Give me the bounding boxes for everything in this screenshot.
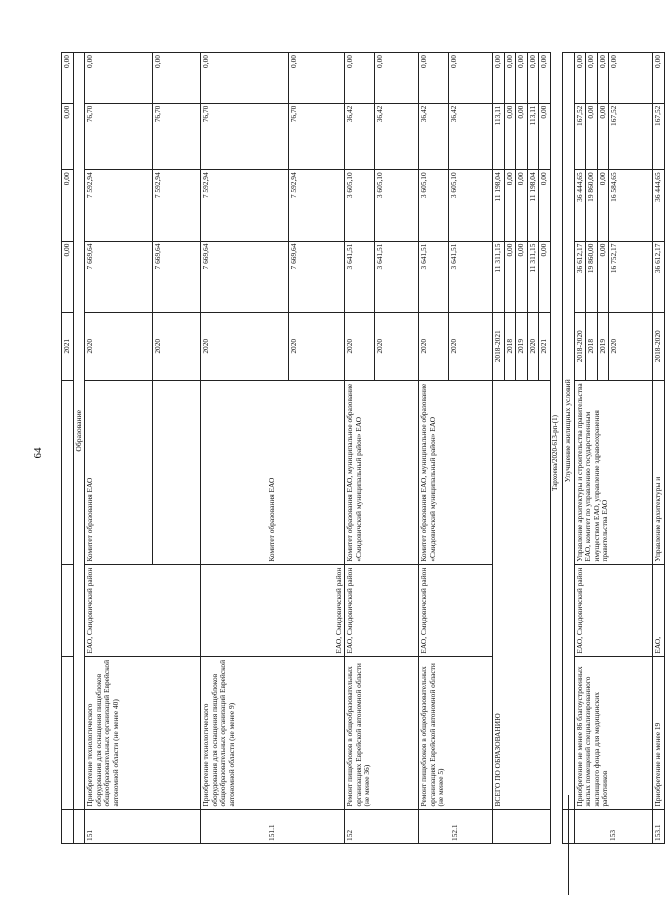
section-education-title: Образование: [73, 53, 85, 810]
period-cell: 2020: [345, 312, 375, 380]
value-cell: 7 592,94: [153, 170, 201, 241]
value-cell: 3 605,10: [449, 170, 493, 241]
value-cell: 0,00: [539, 53, 551, 104]
value-cell: 0,00: [516, 241, 528, 312]
value-cell: 0,00: [597, 241, 609, 312]
measure-name: Приобретение не менее 19: [653, 656, 665, 809]
table-row: [653, 53, 665, 844]
value-cell: 36,42: [419, 103, 449, 170]
value-cell: 7 669,64: [201, 241, 289, 312]
value-cell: 0,00: [609, 53, 653, 104]
value-cell: 76,70: [289, 103, 345, 170]
total-row: [493, 53, 505, 844]
section-header-row: [73, 53, 85, 844]
measure-name: Приобретение технологического оборудования для оснащения пищеблоков общеобразовательных организаций Еврейской автономной области (не менее 9): [201, 656, 345, 809]
value-cell: 36,42: [449, 103, 493, 170]
table-row: [345, 53, 375, 844]
value-cell: 3 605,10: [419, 170, 449, 241]
value-cell: 0,00: [539, 241, 551, 312]
row-number: 153: [574, 809, 653, 843]
value-cell: 0,00: [597, 170, 609, 241]
row-number: 153.1: [653, 809, 665, 843]
value-cell: 0,00: [516, 53, 528, 104]
value-cell: 76,70: [153, 103, 201, 170]
value-cell: 7 592,94: [85, 170, 153, 241]
total-education-label: ВСЕГО ПО ОБРАЗОВАНИЮ: [493, 380, 551, 809]
section-header-row: [562, 53, 574, 844]
territory: ЕАО, Смидовичский район: [345, 564, 419, 656]
value-cell: 0,00: [62, 241, 74, 312]
period-cell: 2020: [375, 312, 419, 380]
value-cell: 0,00: [153, 53, 201, 104]
measure-name: Ремонт пищеблоков в общеобразовательных организациях Еврейской автономной области (не менее 36): [345, 656, 419, 809]
value-cell: 0,00: [62, 170, 74, 241]
table-row: [62, 53, 74, 844]
footer-divider: [568, 795, 569, 895]
value-cell: 76,70: [201, 103, 289, 170]
measure-name: Ремонт пищеблоков в общеобразовательных организациях Еврейской автономной области (не менее 5): [419, 656, 493, 809]
value-cell: 3 605,10: [375, 170, 419, 241]
value-cell: 16 584,65: [609, 170, 653, 241]
value-cell: 7 669,64: [153, 241, 201, 312]
value-cell: 0,00: [586, 103, 598, 170]
value-cell: 0,00: [597, 103, 609, 170]
budget-table: [61, 52, 665, 844]
value-cell: 0,00: [504, 241, 516, 312]
row-number: 151: [85, 809, 201, 843]
value-cell: 11 311,15: [493, 241, 505, 312]
period-cell: 2019: [597, 312, 609, 380]
period-cell: 2020: [85, 312, 153, 380]
executor: Управление архитектуры и: [653, 380, 665, 564]
value-cell: 0,00: [504, 103, 516, 170]
period-cell: 2018-2020: [574, 312, 586, 380]
value-cell: 36 612,17: [653, 241, 665, 312]
value-cell: 0,00: [504, 53, 516, 104]
value-cell: 0,00: [574, 53, 586, 104]
executor: Управление архитектуры и строительства правительства ЕАО, комитет по управлению государственным имуществом ЕАО, управление здравоохранения правительства ЕАО: [574, 380, 653, 564]
executor: Комитет образования ЕАО, муниципальное образование «Смидовичский муниципальный район» ЕАО: [345, 380, 419, 564]
value-cell: 36 444,65: [574, 170, 586, 241]
period-cell: 2020: [289, 312, 345, 380]
value-cell: 16 752,17: [609, 241, 653, 312]
executor: Комитет образования ЕАО, муниципальное образование «Смидовичский муниципальный район» ЕАО: [419, 380, 493, 564]
value-cell: 36 612,17: [574, 241, 586, 312]
territory: ЕАО, Смидовичский район: [574, 564, 653, 656]
value-cell: 0,00: [516, 103, 528, 170]
value-cell: 0,00: [539, 170, 551, 241]
value-cell: 36,42: [345, 103, 375, 170]
executor: Комитет образования ЕАО: [85, 380, 153, 564]
territory: ЕАО,: [653, 564, 665, 656]
period-cell: 2019: [516, 312, 528, 380]
table-row: [419, 53, 449, 844]
territory: ЕАО, Смидовичский район: [85, 564, 201, 656]
value-cell: 0,00: [201, 53, 289, 104]
measure-name: Приобретение технологического оборудования для оснащения пищеблоков общеобразовательных организаций Еврейской автономной области (не менее 40): [85, 656, 201, 809]
value-cell: 19 860,00: [586, 170, 598, 241]
period-cell: 2021: [62, 312, 74, 380]
table-row: [85, 53, 153, 844]
value-cell: 0,00: [516, 170, 528, 241]
page-number: 64: [32, 447, 44, 459]
value-cell: 0,00: [586, 53, 598, 104]
measure-name: Приобретение не менее 86 благоустроенных жилых помещений специализированного жилищного фонда для медицинских работников: [574, 656, 653, 809]
document-code: Тархоева/2020-613-рп-(1): [551, 415, 559, 491]
value-cell: 36,42: [375, 103, 419, 170]
value-cell: 0,00: [597, 53, 609, 104]
section-housing-title: Улучшение жилищных условий: [562, 53, 574, 810]
value-cell: 0,00: [345, 53, 375, 104]
value-cell: 36 444,65: [653, 170, 665, 241]
value-cell: 3 605,10: [345, 170, 375, 241]
value-cell: 0,00: [539, 103, 551, 170]
value-cell: 113,11: [493, 103, 505, 170]
executor: Комитет образования ЕАО: [201, 380, 345, 564]
period-cell: 2021: [539, 312, 551, 380]
value-cell: 0,00: [493, 53, 505, 104]
value-cell: 19 860,00: [586, 241, 598, 312]
period-cell: 2020: [609, 312, 653, 380]
value-cell: 7 669,64: [85, 241, 153, 312]
value-cell: 167,52: [609, 103, 653, 170]
value-cell: 0,00: [527, 53, 539, 104]
value-cell: 0,00: [375, 53, 419, 104]
value-cell: 0,00: [653, 53, 665, 104]
period-cell: 2020: [449, 312, 493, 380]
value-cell: 3 641,51: [345, 241, 375, 312]
value-cell: 7 669,64: [289, 241, 345, 312]
table-row: [574, 53, 586, 844]
value-cell: 3 641,51: [449, 241, 493, 312]
period-cell: 2020: [419, 312, 449, 380]
row-number: 151.1: [201, 809, 345, 843]
value-cell: 113,11: [527, 103, 539, 170]
value-cell: 0,00: [62, 53, 74, 104]
territory: ЕАО, Смидовичский район: [201, 564, 345, 656]
period-cell: 2018: [504, 312, 516, 380]
value-cell: 0,00: [85, 53, 153, 104]
value-cell: 3 641,51: [419, 241, 449, 312]
value-cell: 0,00: [504, 170, 516, 241]
period-cell: 2018: [586, 312, 598, 380]
row-number: 152.1: [419, 809, 493, 843]
value-cell: 11 198,04: [527, 170, 539, 241]
period-cell: 2020: [527, 312, 539, 380]
value-cell: 11 311,15: [527, 241, 539, 312]
table-row: [201, 53, 289, 844]
value-cell: 11 198,04: [493, 170, 505, 241]
period-cell: 2018-2021: [493, 312, 505, 380]
value-cell: 0,00: [419, 53, 449, 104]
period-cell: 2020: [201, 312, 289, 380]
value-cell: 167,52: [653, 103, 665, 170]
value-cell: 7 592,94: [289, 170, 345, 241]
period-cell: 2018-2020: [653, 312, 665, 380]
value-cell: 76,70: [85, 103, 153, 170]
value-cell: 167,52: [574, 103, 586, 170]
value-cell: 0,00: [449, 53, 493, 104]
value-cell: 7 592,94: [201, 170, 289, 241]
row-number: 152: [345, 809, 419, 843]
value-cell: 0,00: [62, 103, 74, 170]
value-cell: 3 641,51: [375, 241, 419, 312]
period-cell: 2020: [153, 312, 201, 380]
value-cell: 0,00: [289, 53, 345, 104]
territory: ЕАО, Смидовичский район: [419, 564, 493, 656]
